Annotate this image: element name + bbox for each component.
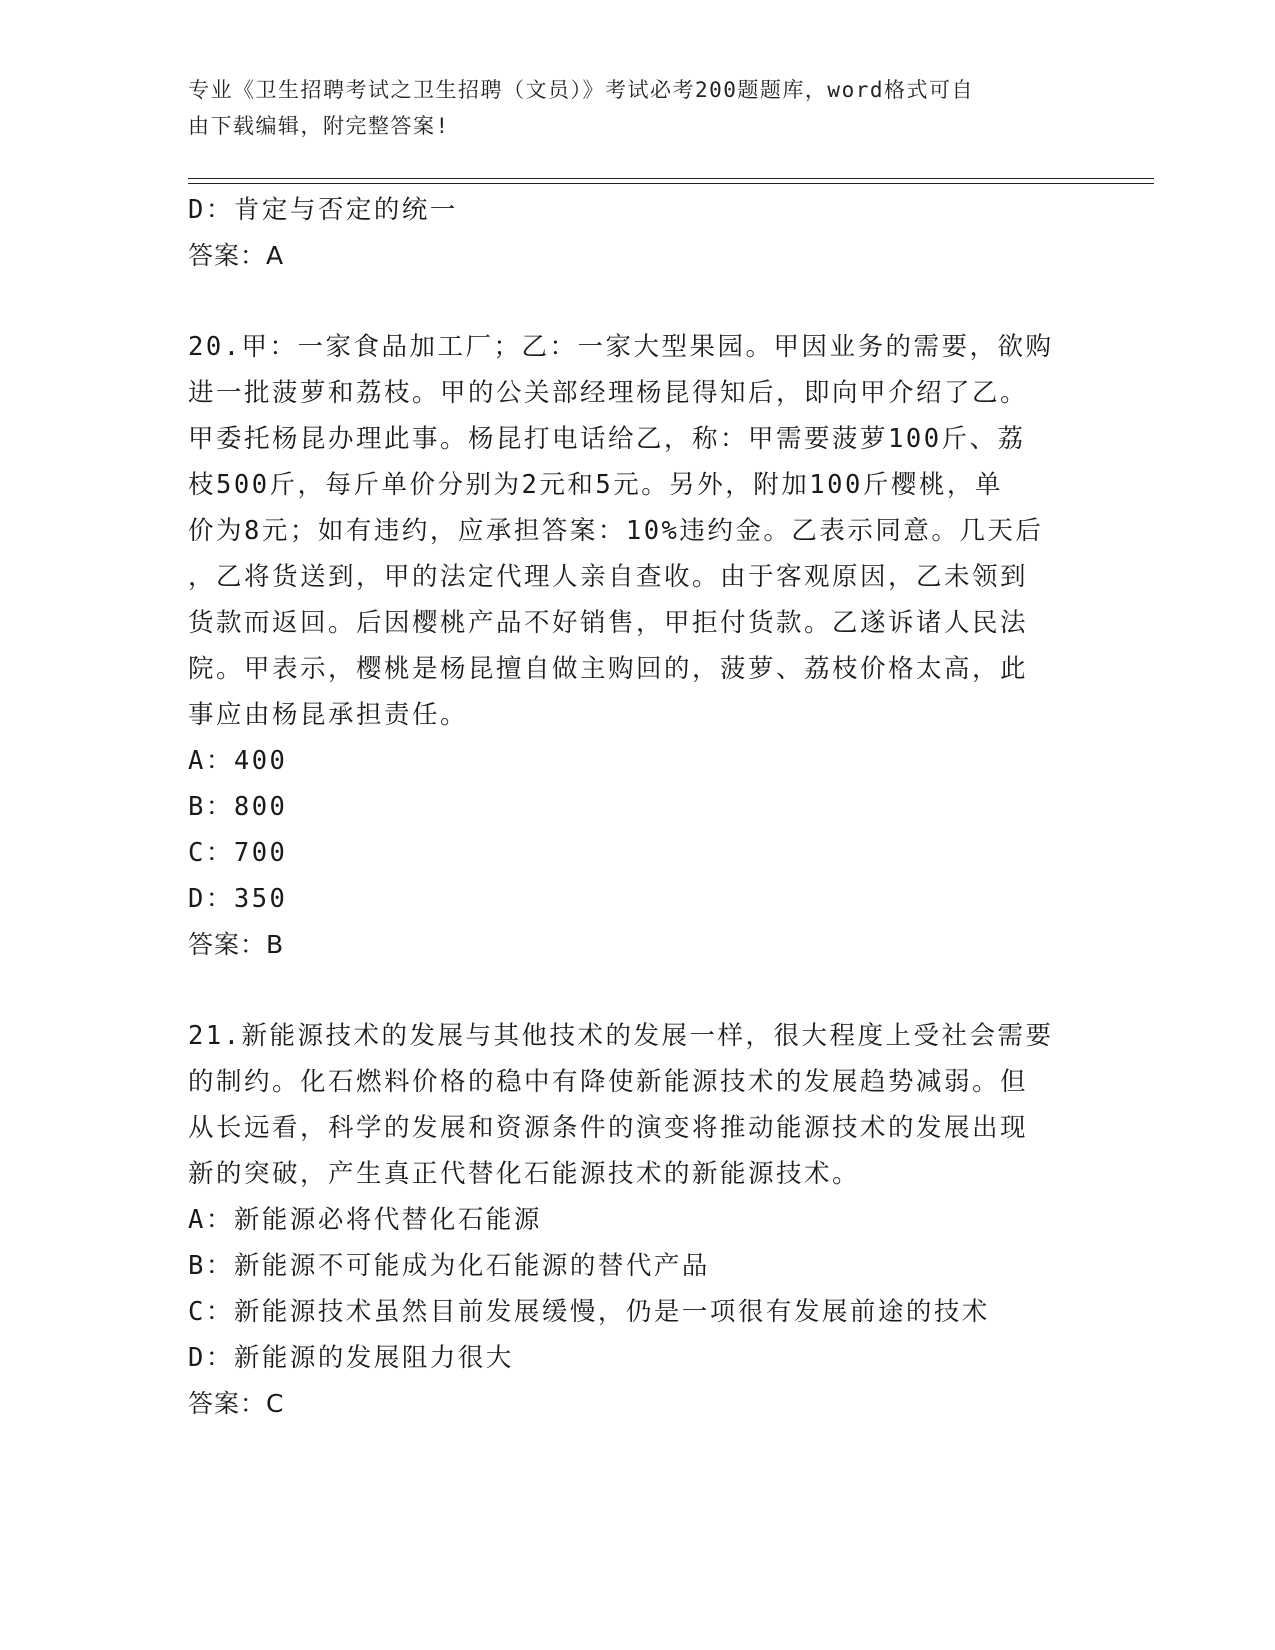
q20-stem-line: 甲委托杨昆办理此事。杨昆打电话给乙，称：甲需要菠萝100斤、荔 [188, 424, 1026, 454]
q21-stem-line: 新的突破，产生真正代替化石能源技术的新能源技术。 [188, 1159, 861, 1189]
q20-answer: 答案：B [188, 930, 285, 959]
question-19-tail [188, 187, 1088, 279]
q20-option-c: C：700 [188, 838, 288, 868]
q21-stem-line: 的制约。化石燃料价格的稳中有降使新能源技术的发展趋势减弱。但 [188, 1067, 1029, 1097]
q20-stem-line: ，乙将货送到，甲的法定代理人亲自查收。由于客观原因，乙未领到 [188, 562, 1029, 592]
question-20 [188, 324, 1088, 968]
q21-answer: 答案：C [188, 1389, 285, 1418]
q19-answer: 答案：A [188, 241, 285, 270]
q20-stem-line: 20.甲：一家食品加工厂；乙：一家大型果园。甲因业务的需要，欲购 [188, 332, 1054, 362]
q20-stem-line: 枝500斤，每斤单价分别为2元和5元。另外，附加100斤樱桃，单 [188, 470, 1003, 500]
q21-option-b: B：新能源不可能成为化石能源的替代产品 [188, 1251, 710, 1281]
q20-option-d: D：350 [188, 884, 288, 914]
q20-stem-line: 价为8元；如有违约，应承担答案：10%违约金。乙表示同意。几天后 [188, 516, 1044, 546]
q20-option-a: A：400 [188, 746, 288, 776]
document-header [188, 72, 1088, 144]
question-spacer [188, 968, 1088, 1013]
document-body [188, 187, 1088, 1427]
header-divider-top [188, 178, 1154, 179]
header-line-1: 专业《卫生招聘考试之卫生招聘（文员）》考试必考200题题库，word格式可自 [188, 78, 974, 102]
q20-stem-line: 院。甲表示，樱桃是杨昆擅自做主购回的，菠萝、荔枝价格太高，此 [188, 654, 1029, 684]
q20-stem-line: 货款而返回。后因樱桃产品不好销售，甲拒付货款。乙遂诉诸人民法 [188, 608, 1029, 638]
q21-option-c: C：新能源技术虽然目前发展缓慢，仍是一项很有发展前途的技术 [188, 1297, 990, 1327]
question-21 [188, 1013, 1088, 1427]
q21-option-a: A：新能源必将代替化石能源 [188, 1205, 542, 1235]
q20-option-b: B：800 [188, 792, 288, 822]
header-line-2: 由下载编辑，附完整答案! [188, 114, 450, 138]
q21-stem-line: 21.新能源技术的发展与其他技术的发展一样，很大程度上受社会需要 [188, 1021, 1054, 1051]
q21-option-d: D：新能源的发展阻力很大 [188, 1343, 514, 1373]
header-divider-bottom [188, 183, 1154, 184]
q19-option-d: D：肯定与否定的统一 [188, 195, 458, 225]
question-spacer [188, 279, 1088, 324]
q20-stem-line: 事应由杨昆承担责任。 [188, 700, 469, 730]
q21-stem-line: 从长远看，科学的发展和资源条件的演变将推动能源技术的发展出现 [188, 1113, 1029, 1143]
q20-stem-line: 进一批菠萝和荔枝。甲的公关部经理杨昆得知后，即向甲介绍了乙。 [188, 378, 1029, 408]
